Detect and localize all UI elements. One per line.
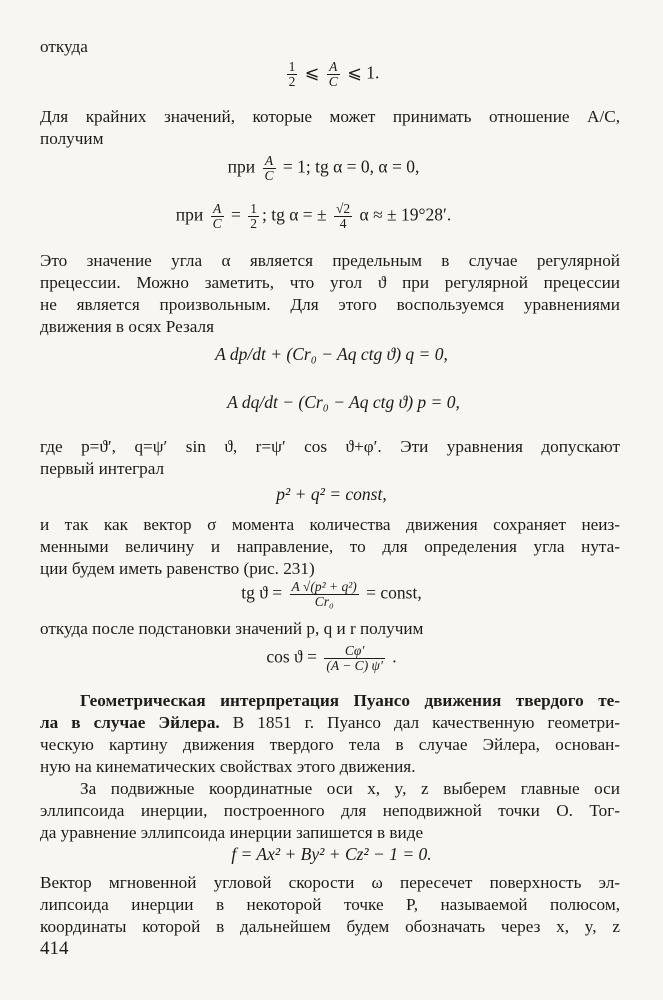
text-line: и так как вектор σ момента количества движения сохраняет неиз-: [40, 515, 620, 534]
frac-num: 1: [250, 201, 257, 216]
text-span: В 1851 г. Пуансо дал качественную геометри-: [219, 713, 620, 732]
text-line: Для крайних значений, которые может принимать отношение A/C,: [40, 107, 620, 126]
formula-first-integral: p² + q² = const,: [276, 484, 387, 504]
text-line: получим: [40, 129, 104, 148]
text-line: прецессии. Можно заметить, что угол ϑ при регулярной прецессии: [40, 273, 620, 292]
formula-tail: = const,: [361, 582, 422, 603]
text-line: координаты которой в дальнейшем будем обозначать через x, y, z: [40, 917, 620, 936]
frac-num: √2: [335, 201, 351, 216]
formula-resal-2: A dq/dt − (Cr₀ − Aq ctg ϑ) p = 0,: [227, 392, 460, 412]
frac-num: A: [327, 60, 340, 75]
formula-word: при: [227, 156, 260, 177]
text-line: ную на кинематических свойствах этого движения.: [40, 757, 416, 776]
formula-tail: .: [387, 646, 397, 667]
text-line: откуда после подстановки значений p, q и r получим: [40, 619, 424, 638]
frac-den: 2: [288, 74, 296, 90]
formula-lhs: tg ϑ =: [241, 582, 287, 603]
formula-tail: = 1; tg α = 0, α = 0,: [278, 156, 420, 177]
text-line: движения в осях Резаля: [40, 317, 215, 336]
formula-limit-2: [0, 202, 645, 231]
formula-nutation-cos: [0, 644, 663, 673]
section-heading-text: Геометрическая интерпретация Пуансо движения твердого те-: [80, 691, 620, 710]
formula-op: =: [226, 204, 246, 225]
frac-den: C: [264, 168, 274, 184]
text-line: Это значение угла α является предельным в случае регулярной: [40, 251, 620, 270]
frac-num: 1: [288, 59, 296, 74]
frac-num: Cφ′: [324, 644, 385, 659]
text-line: менными величину и направление, то для определения угла нута-: [40, 537, 620, 556]
frac-den: (A − C) ψ′: [326, 658, 383, 674]
formula-nutation-tan: [0, 580, 663, 609]
text-line: первый интеграл: [40, 459, 165, 478]
formula-tail: α ≈ ± 19°28′.: [355, 204, 452, 225]
frac-num: A √(p² + q²): [291, 579, 357, 594]
text-line: За подвижные координатные оси x, y, z выберем главные оси: [80, 779, 620, 798]
section-heading: [80, 690, 620, 712]
text-line: эллипсоида инерции, построенного для неподвижной точки O. Тог-: [40, 801, 620, 820]
frac-den: C: [328, 74, 338, 90]
text-line: ции будем иметь равенство (рис. 231): [40, 559, 315, 578]
formula-op: ; tg α = ±: [261, 204, 331, 225]
frac-den: 2: [250, 216, 257, 232]
text-line: где p=ϑ′, q=ψ′ sin ϑ, r=ψ′ cos ϑ+φ′. Эти уравнения допускают: [40, 437, 620, 456]
frac-num: A: [211, 202, 224, 217]
text-line: ческую картину движения твердого тела в случае Эйлера, основан-: [40, 735, 620, 754]
text-line: [40, 712, 620, 734]
formula-inequality: [0, 60, 663, 89]
text-line: откуда: [40, 37, 88, 56]
frac-den: Cr₀: [314, 594, 334, 610]
frac-num: A: [263, 154, 276, 169]
text-line: да уравнение эллипсоида инерции запишется в виде: [40, 823, 424, 842]
section-heading-text: ла в случае Эйлера.: [40, 713, 220, 732]
formula-lhs: cos ϑ =: [266, 646, 322, 667]
text-line: липсоида инерции в некоторой точке P, называемой полюсом,: [40, 895, 620, 914]
text-line: не является произвольным. Для этого воспользуемся уравнениями: [40, 295, 620, 314]
formula-tail: ⩽ 1.: [342, 62, 380, 83]
formula-word: при: [175, 204, 208, 225]
formula-resal-1: A dp/dt + (Cr₀ − Aq ctg ϑ) q = 0,: [215, 344, 448, 364]
frac-den: 4: [339, 216, 347, 232]
formula-op: ⩽: [300, 62, 324, 83]
formula-ellipsoid: f = Ax² + By² + Cz² − 1 = 0.: [231, 844, 432, 864]
formula-limit-1: [0, 154, 655, 183]
page-number: 414: [40, 938, 69, 959]
text-line: Вектор мгновенной угловой скорости ω пересечет поверхность эл-: [40, 873, 620, 892]
frac-den: C: [212, 216, 222, 232]
